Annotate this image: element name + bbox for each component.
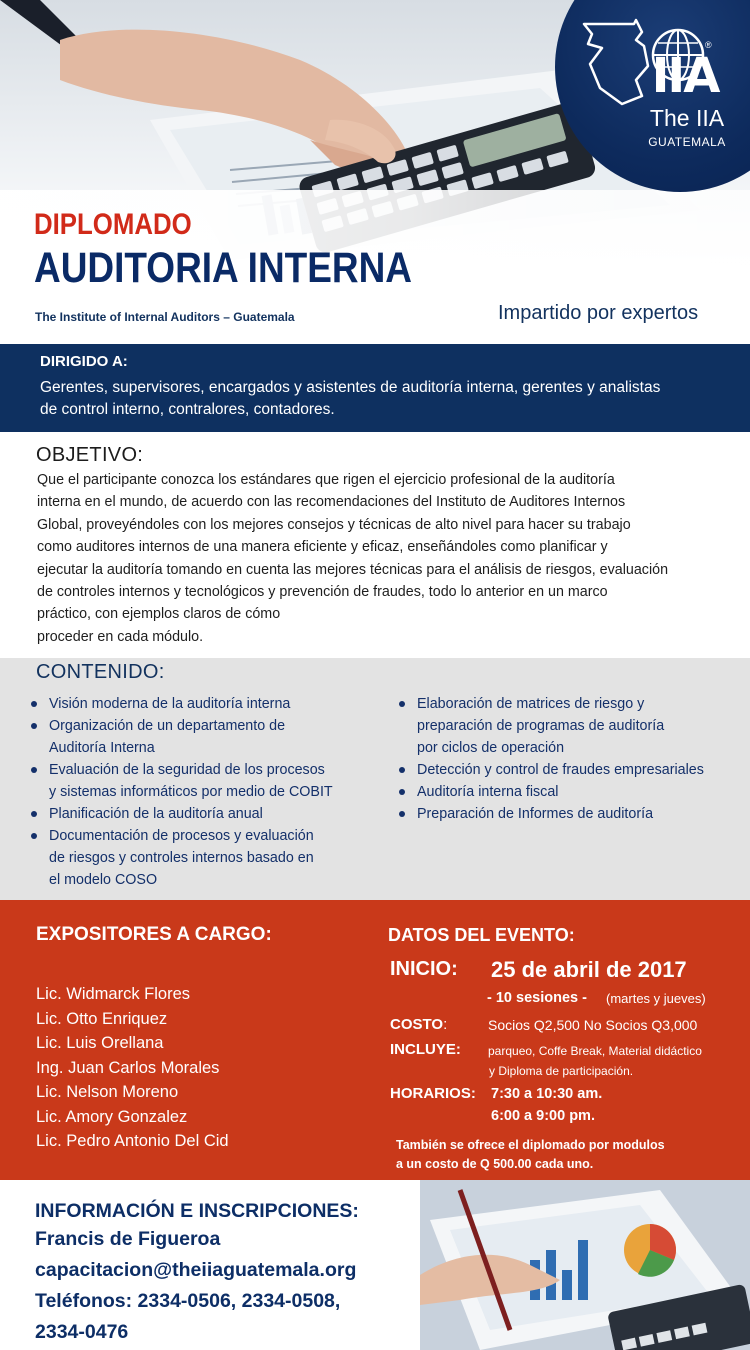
- list-item-line: Planificación de la auditoría anual: [49, 806, 263, 822]
- bullet-icon: [399, 701, 405, 707]
- list-item-line: Auditoría Interna: [49, 740, 155, 756]
- logo-name: The IIA: [649, 105, 725, 131]
- bullet-icon: [31, 723, 37, 729]
- speaker-name: Lic. Widmarck Flores: [36, 985, 191, 1003]
- module-note: También se ofrece el diplomado por modulos: [396, 1138, 665, 1152]
- logo-mark: IIA: [651, 48, 719, 104]
- objective-section: [0, 432, 750, 658]
- contact-phones[interactable]: Teléfonos: 2334-0506, 2334-0508,: [35, 1290, 341, 1312]
- list-item: [30, 803, 380, 825]
- contact-name: Francis de Figueroa: [35, 1228, 221, 1250]
- audience-label: DIRIGIDO A:: [40, 353, 128, 370]
- content-title: CONTENIDO:: [36, 661, 165, 683]
- list-item: [30, 715, 380, 759]
- eyebrow-title: DIPLOMADO: [34, 208, 192, 241]
- objective-line: Que el participante conozca los estándares que rigen el ejercicio profesional de la auditoría: [37, 472, 615, 488]
- bullet-icon: [399, 811, 405, 817]
- module-note: a un costo de Q 500.00 cada uno.: [396, 1157, 594, 1171]
- contact-section: [0, 1180, 750, 1350]
- objective-line: interna en el mundo, de acuerdo con las recomendaciones del Instituto de Auditores Internos: [37, 494, 626, 511]
- schedule-time: 6:00 a 9:00 pm.: [491, 1108, 595, 1124]
- cost-label-colon: :: [443, 1016, 448, 1033]
- start-date: 25 de abril de 2017: [491, 957, 687, 982]
- content-list-right: [398, 693, 748, 825]
- sessions-count: - 10 sesiones -: [487, 990, 587, 1006]
- speakers-title: EXPOSITORES A CARGO:: [36, 924, 272, 945]
- finance-documents-photo: [420, 1180, 750, 1350]
- schedule-label: HORARIOS:: [390, 1085, 476, 1102]
- list-item: [398, 803, 748, 825]
- organization-name: The Institute of Internal Auditors – Guatemala: [35, 310, 295, 324]
- list-item: [398, 693, 748, 759]
- list-item-line: preparación de programas de auditoría: [417, 718, 665, 734]
- speaker-name: Lic. Otto Enriquez: [36, 1009, 168, 1028]
- speakers-list: [36, 982, 229, 1154]
- hero-banner: [0, 0, 750, 344]
- list-item: [30, 825, 380, 891]
- audience-line: de control interno, contralores, contadores.: [40, 401, 335, 418]
- event-section: [0, 900, 750, 1180]
- sessions-days: (martes y jueves): [606, 991, 706, 1006]
- audience-line: Gerentes, supervisores, encargados y asistentes de auditoría interna, gerentes y analistas: [40, 379, 661, 396]
- objective-line: Global, proveyéndoles con los mejores consejos y técnicas de alto nivel para hacer su trabajo: [37, 516, 631, 533]
- start-label: INICIO:: [390, 958, 458, 980]
- event-details-title: DATOS DEL EVENTO:: [388, 925, 575, 945]
- bullet-icon: [31, 833, 37, 839]
- bullet-icon: [399, 789, 405, 795]
- content-section: [0, 658, 750, 900]
- includes-label: INCLUYE:: [390, 1041, 461, 1058]
- list-item-line: Evaluación de la seguridad de los procesos: [49, 762, 325, 778]
- objective-line: proceder en cada módulo.: [37, 628, 204, 645]
- contact-title: INFORMACIÓN E INSCRIPCIONES:: [35, 1200, 359, 1222]
- speaker-name: Lic. Luis Orellana: [36, 1034, 164, 1052]
- list-item-line: de riesgos y controles internos basado en: [49, 850, 314, 866]
- audience-text: [40, 377, 740, 421]
- list-item-line: Detección y control de fraudes empresariales: [417, 762, 704, 778]
- objective-text: [37, 469, 750, 648]
- tagline: Impartido por expertos: [498, 302, 699, 324]
- includes-line: parqueo, Coffe Break, Material didáctico: [488, 1044, 702, 1058]
- list-item-line: Elaboración de matrices de riesgo y: [417, 696, 645, 712]
- bullet-icon: [31, 811, 37, 817]
- schedule-time: 7:30 a 10:30 am.: [491, 1086, 603, 1102]
- objective-line: ejecutar la auditoría tomando en cuenta las mejores técnicas para el análisis de riesgos, evaluación: [37, 561, 669, 578]
- objective-title: OBJETIVO:: [36, 444, 144, 466]
- contact-phones[interactable]: 2334-0476: [35, 1321, 129, 1343]
- bullet-icon: [31, 701, 37, 707]
- speaker-name: Lic. Amory Gonzalez: [36, 1107, 188, 1126]
- cost-label-text: COSTO: [390, 1016, 444, 1033]
- objective-line: como auditores internos de una manera eficiente y eficaz, enseñándoles como planificar y: [37, 539, 608, 556]
- list-item-line: el modelo COSO: [49, 872, 158, 888]
- list-item-line: y sistemas informáticos por medio de COBIT: [49, 784, 333, 800]
- speaker-name: Lic. Pedro Antonio Del Cid: [36, 1132, 229, 1150]
- list-item: [30, 759, 380, 803]
- list-item-line: Auditoría interna fiscal: [417, 784, 559, 800]
- cost-value: Socios Q2,500 No Socios Q3,000: [488, 1017, 698, 1033]
- list-item: [398, 759, 748, 781]
- registered-mark: ®: [705, 40, 712, 50]
- main-title: AUDITORIA INTERNA: [34, 244, 413, 292]
- bullet-icon: [31, 767, 37, 773]
- includes-line: y Diploma de participación.: [489, 1064, 634, 1078]
- list-item-line: Visión moderna de la auditoría interna: [49, 696, 291, 712]
- list-item-line: Organización de un departamento de: [49, 718, 286, 734]
- list-item-line: Documentación de procesos y evaluación: [49, 828, 314, 844]
- list-item-line: por ciclos de operación: [417, 740, 565, 756]
- list-item: [30, 693, 380, 715]
- cost-label: [390, 1016, 447, 1033]
- speaker-name: Lic. Nelson Moreno: [36, 1083, 179, 1101]
- list-item: [398, 781, 748, 803]
- content-list-left: [30, 693, 380, 891]
- speaker-name: Ing. Juan Carlos Morales: [36, 1058, 220, 1077]
- bullet-icon: [399, 767, 405, 773]
- contact-email[interactable]: capacitacion@theiiaguatemala.org: [35, 1259, 357, 1281]
- audience-section: [0, 344, 750, 432]
- objective-line: práctico, con ejemplos claros de cómo: [37, 606, 281, 623]
- list-item-line: Preparación de Informes de auditoría: [417, 806, 654, 822]
- objective-line: de controles internos y tecnológicos y prevención de fraudes, todo lo anterior en un marco: [37, 584, 608, 601]
- logo-country: GUATEMALA: [648, 135, 726, 149]
